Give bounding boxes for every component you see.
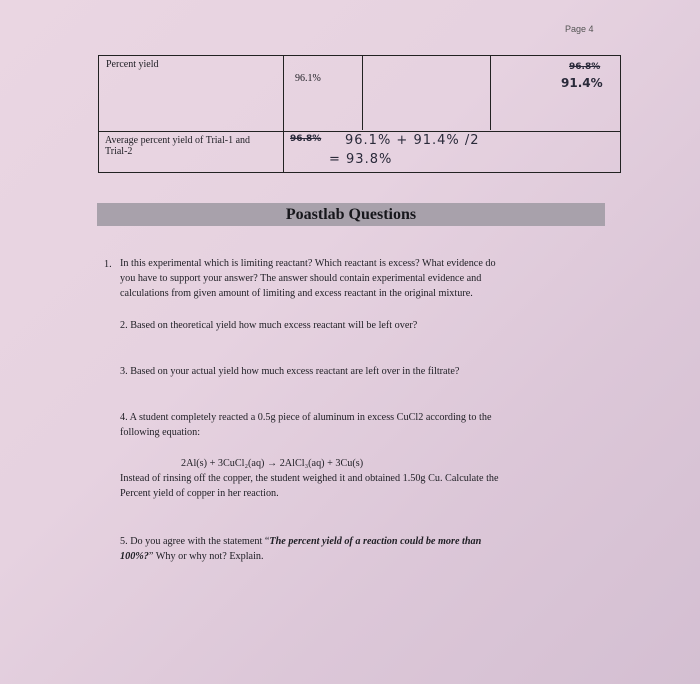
table-column-divider [490,56,491,130]
question-4-continued [120,471,499,501]
question-1-line3: calculations from given amount of limiting and excess reactant in the original mixture. [120,288,473,299]
postlab-banner [97,203,605,226]
average-yield-label-line2: Trial-2 [105,146,133,157]
question-5-suffix: ” Why or why not? Explain. [148,551,264,562]
trial2-scribble: 96.8% [569,62,601,72]
question-5-statement: The percent yield of a reaction could be more than [269,536,482,547]
question-3: 3. Based on your actual yield how much excess reactant are left over in the filtrate? [120,366,460,377]
question-4-equation: 2Al(s) + 3CuCl₂(aq) → 2AlCl₃(aq) + 3Cu(s) [181,458,364,469]
trial1-percent-yield [295,73,321,84]
question-5 [120,534,481,564]
average-yield-label-line1: Average percent yield of Trial-1 and [105,135,251,146]
question-4 [120,410,491,440]
question-1 [120,256,496,301]
table-column-divider [283,56,284,172]
average-result: = 93.8% [329,152,393,167]
average-calculation: 96.1% + 91.4% /2 [345,133,480,148]
banner-title: Poastlab Questions [285,206,417,223]
table-row-divider [99,131,620,132]
question-4-line4: Percent yield of copper in her reaction. [120,488,279,499]
table-column-divider [362,56,363,130]
trial2-percent-yield: 91.4% [561,76,603,90]
average-scribble: 96.8% [290,134,322,144]
question-5-statement-end: 100%? [120,551,149,562]
question-1-number: 1. [104,259,112,270]
question-4-line3: Instead of rinsing off the copper, the student weighed it and obtained 1.50g Cu. Calculate the [120,473,499,484]
question-1-line1: In this experimental which is limiting reactant? Which reactant is excess? What evidence do [120,258,496,269]
question-5-prefix: 5. Do you agree with the statement “ [120,536,270,547]
page-number: Page 4 [565,24,594,34]
percent-yield-table [98,55,621,173]
question-4-line2: following equation: [120,427,201,438]
percent-yield-label: Percent yield [106,59,159,70]
question-2: 2. Based on theoretical yield how much excess reactant will be left over? [120,320,418,331]
question-4-line1: 4. A student completely reacted a 0.5g piece of aluminum in excess CuCl2 according to the [120,412,492,423]
question-1-line2: you have to support your answer? The answer should contain experimental evidence and [120,273,482,284]
trial1-value: 96.1% [295,73,321,84]
